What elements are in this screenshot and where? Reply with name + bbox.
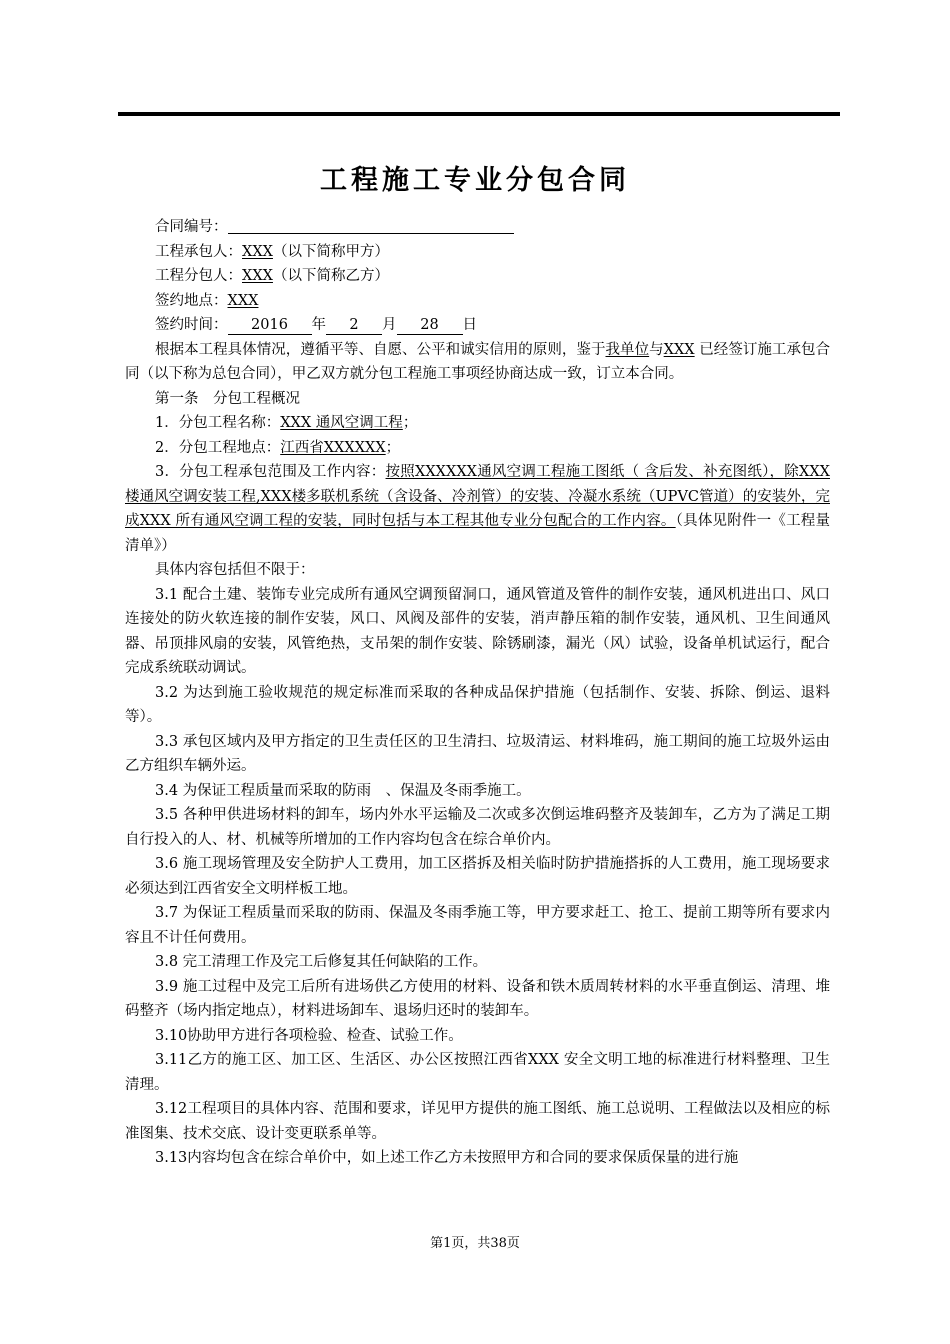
item-2-value: 江西省XXXXXX xyxy=(280,439,386,456)
date-year: 2016 xyxy=(228,316,312,335)
intro-party-2: XXX xyxy=(663,341,695,358)
article-1-item-1 xyxy=(125,411,830,436)
date-month-unit: 月 xyxy=(382,317,397,333)
contractor-value: XXX xyxy=(242,243,273,260)
date-year-unit: 年 xyxy=(311,317,326,333)
place-label: 签约地点： xyxy=(155,292,228,309)
item-1-end: ； xyxy=(402,415,418,431)
contractor-line xyxy=(125,240,830,265)
item-1-value: XXX 通风空调工程 xyxy=(280,415,403,431)
item-3-label: 3．分包工程承包范围及工作内容： xyxy=(155,464,386,480)
contract-no-line xyxy=(125,215,830,240)
page-footer: 第1页，共38页 xyxy=(430,1236,520,1251)
scope-intro: 具体内容包括但不限于： xyxy=(155,562,315,578)
contract-no-blank xyxy=(228,217,514,234)
intro-conj: 与 xyxy=(649,341,664,358)
clause-3-7: 3.7 为保证工程质量而采取的防雨、保温及冬雨季施工等，甲方要求赶工、抢工、提前工期等所有要求内容且不计任何费用。 xyxy=(125,905,830,946)
date-day-unit: 日 xyxy=(462,317,477,333)
clause-3-9: 3.9 施工过程中及完工后所有进场供乙方使用的材料、设备和铁木质周转材料的水平垂直倒运、清理、堆码整齐（场内指定地点），材料进场卸车、退场归还时的装卸车。 xyxy=(125,978,830,1019)
intro-text-2: 已经签订施工承包合同（以下称为总包合同），甲乙双方就分包工程施工事项经协商达成一致，订立本合同。 xyxy=(125,341,831,382)
clause-3-10: 3.10协助甲方进行各项检验、检查、试验工作。 xyxy=(155,1027,463,1044)
date-month: 2 xyxy=(326,316,382,335)
clause-3-8: 3.8 完工清理工作及完工后修复其任何缺陷的工作。 xyxy=(155,954,488,970)
item-2-label: 2．分包工程地点： xyxy=(155,439,281,456)
date-line xyxy=(125,313,830,338)
subcontractor-value: XXX xyxy=(242,268,273,284)
article-1-item-2 xyxy=(125,436,830,461)
date-day: 28 xyxy=(397,316,463,335)
clause-3-3: 3.3 承包区域内及甲方指定的卫生责任区的卫生清扫、垃圾清运、材料堆码，施工期间的施工垃圾外运由乙方组织车辆外运。 xyxy=(125,733,830,774)
article-1-item-3 xyxy=(125,460,830,558)
contractor-note: （以下简称甲方） xyxy=(272,243,389,260)
document-title: 工程施工专业分包合同 xyxy=(320,165,630,196)
clause-3-1: 3.1 配合土建、装饰专业完成所有通风空调预留洞口，通风管道及管件的制作安装，通风机进出口、风口连接处的防火软连接的制作安装，风口、风阀及部件的安装，消声静压箱的制作安装，通风机、卫生间通风器、吊顶排风扇的安装，风管绝热，支吊架的制作安装、除锈刷漆，漏光（风）试验，设备单机试运行，配合完成系统联动调试。 xyxy=(125,586,830,676)
item-1-label: 1．分包工程名称： xyxy=(155,415,281,431)
clause-3-13: 3.13内容均包含在综合单价中，如上述工作乙方未按照甲方和合同的要求保质保量的进行施 xyxy=(155,1150,739,1166)
subcontractor-label: 工程分包人： xyxy=(155,268,242,284)
subcontractor-note: （以下简称乙方） xyxy=(272,268,389,284)
contractor-label: 工程承包人： xyxy=(155,243,242,260)
item-3-note: （具体见附件一《工程量清单》） xyxy=(125,513,831,554)
clause-3-11: 3.11乙方的施工区、加工区、生活区、办公区按照江西省XXX 安全文明工地的标准进行材料整理、卫生清理。 xyxy=(125,1052,830,1093)
clause-3-5: 3.5 各种甲供进场材料的卸车，场内外水平运输及二次或多次倒运堆码整齐及装卸车，乙方为了满足工期自行投入的人、材、机械等所增加的工作内容均包含在综合单价内。 xyxy=(125,807,830,848)
article-1-heading: 第一条 分包工程概况 xyxy=(155,390,300,407)
contract-no-label: 合同编号： xyxy=(155,219,228,235)
intro-paragraph xyxy=(125,338,830,387)
intro-party-1: 我单位 xyxy=(605,341,650,358)
date-label: 签约时间： xyxy=(155,317,228,333)
item-3-value: 按照XXXXXX通风空调工程施工图纸（ 含后发、补充图纸），除XXX 楼通风空调安装工程,XXX楼多联机系统（含设备、冷剂管）的安装、冷凝水系统（UPVC管道）的安装外，完成XXX 所有通风空调工程的安装，同时包括与本工程其他专业分包配合的工作内容。 xyxy=(125,464,830,529)
top-rule xyxy=(118,112,840,116)
clause-3-4: 3.4 为保证工程质量而采取的防雨 、保温及冬雨季施工。 xyxy=(155,782,531,799)
place-line xyxy=(125,289,830,314)
clause-3-12: 3.12工程项目的具体内容、范围和要求，详见甲方提供的施工图纸、施工总说明、工程做法以及相应的标准图集、技术交底、设计变更联系单等。 xyxy=(125,1101,830,1142)
clause-3-6: 3.6 施工现场管理及安全防护人工费用，加工区搭拆及相关临时防护措施搭拆的人工费用，施工现场要求必须达到江西省安全文明样板工地。 xyxy=(125,856,830,897)
document-body xyxy=(125,215,830,1171)
place-value: XXX xyxy=(227,292,259,309)
subcontractor-line xyxy=(125,264,830,289)
clause-3-2: 3.2 为达到施工验收规范的规定标准而采取的各种成品保护措施（包括制作、安装、拆除、倒运、退料等）。 xyxy=(125,684,830,725)
item-2-end: ； xyxy=(385,439,401,456)
intro-text-1: 根据本工程具体情况，遵循平等、自愿、公平和诚实信用的原则，鉴于 xyxy=(155,341,606,358)
